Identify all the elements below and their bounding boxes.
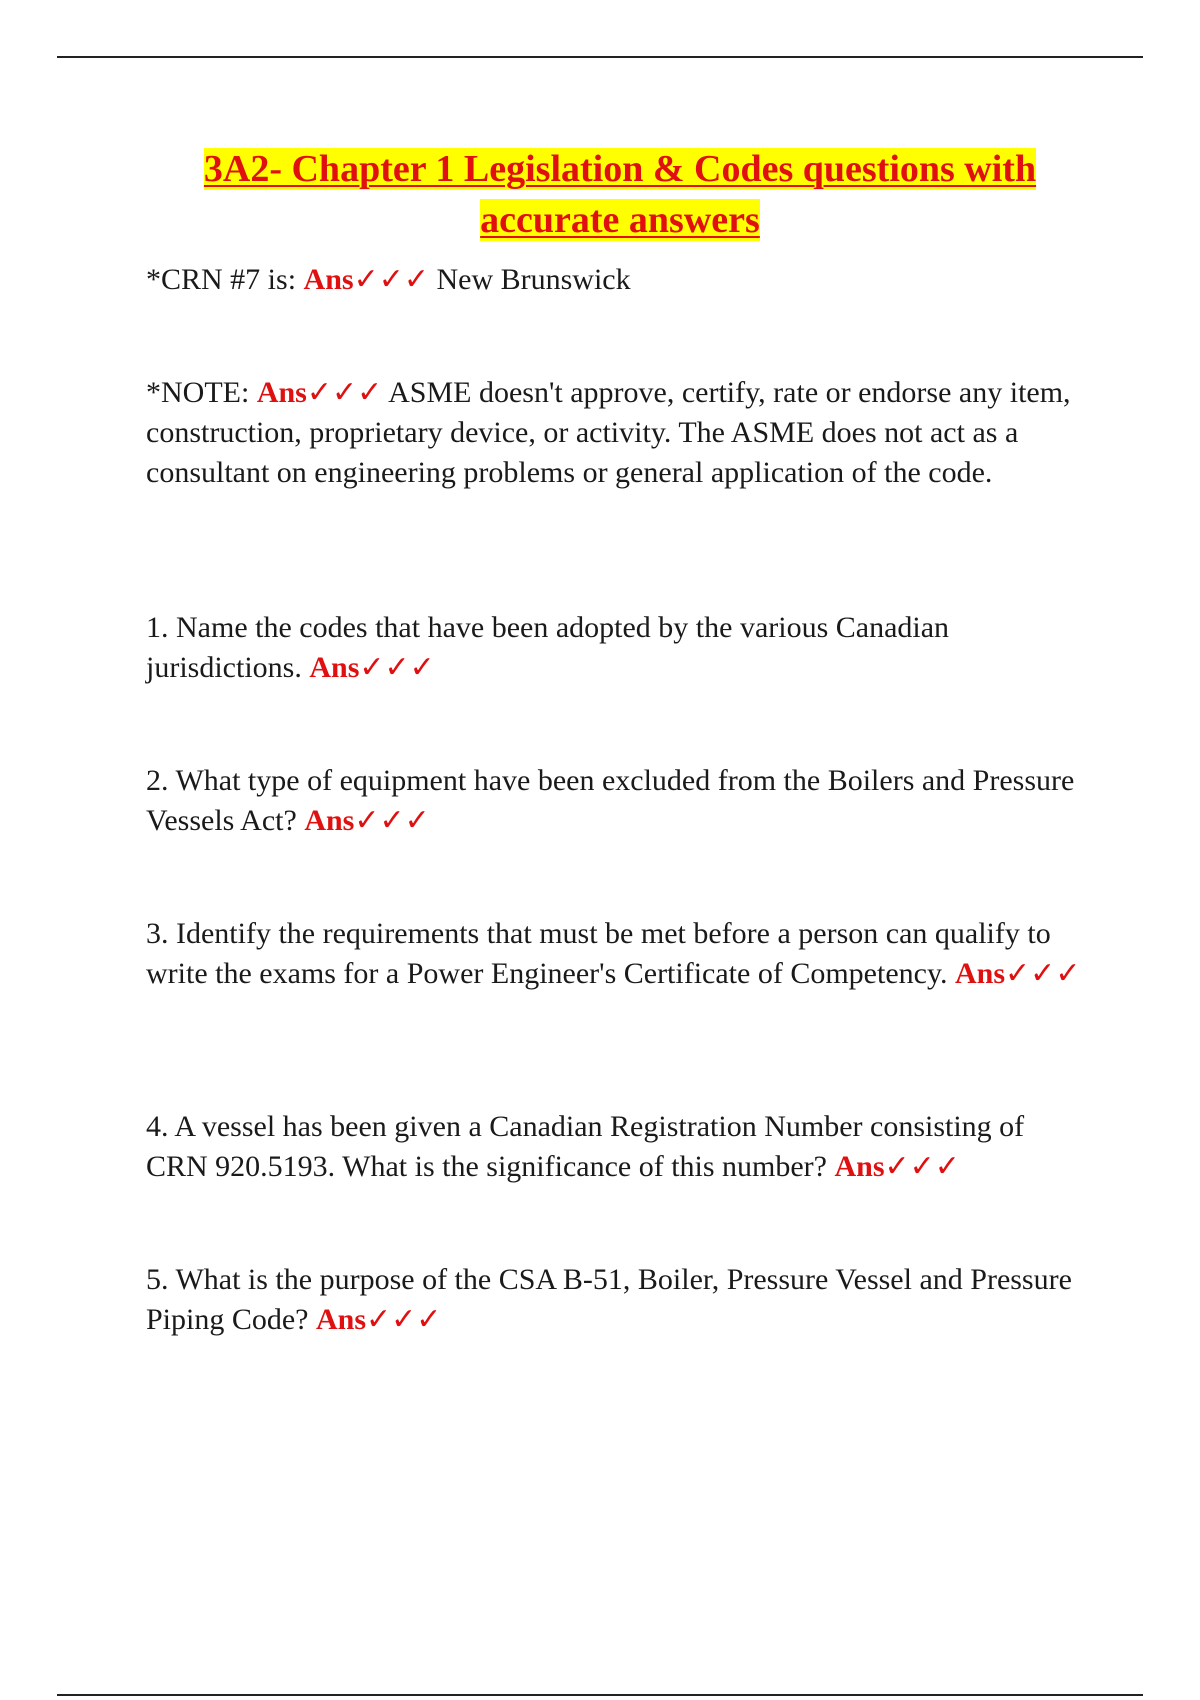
check-marks-icon: ✓✓✓ [359,651,435,684]
qa-item-3 [146,914,1086,994]
qa-item-2 [146,761,1086,841]
title-line-1: 3A2- Chapter 1 Legislation & Codes questions with [203,148,1037,190]
title-line-2: accurate answers [480,199,760,241]
check-marks-icon: ✓✓✓ [1005,957,1081,990]
check-marks-icon: ✓✓✓ [306,376,383,409]
question-text: *CRN #7 is: [146,263,297,296]
question-text: 3. Identify the requirements that must be met before a person can qualify to write the exams for a Power Engineer's Certificate of Competency. [146,917,1051,990]
answer-text: New Brunswick [436,263,631,296]
qa-item-4 [146,1107,1086,1187]
bottom-rule [57,1694,1143,1696]
answer-label: Ans [309,651,360,684]
question-text: 2. What type of equipment have been excluded from the Boilers and Pressure Vessels Act? [146,764,1075,837]
qa-item-1 [146,608,1086,688]
question-text: 1. Name the codes that have been adopted by the various Canadian jurisdictions. [146,611,950,684]
qa-item-crn [146,260,1086,300]
check-marks-icon: ✓✓✓ [354,804,430,837]
top-rule [57,56,1143,58]
answer-label: Ans [834,1150,885,1183]
answer-label: Ans [304,804,355,837]
answer-label: Ans [303,263,354,296]
check-marks-icon: ✓✓✓ [884,1150,960,1183]
qa-item-5 [146,1260,1086,1340]
question-text: *NOTE: [146,376,250,409]
answer-label: Ans [316,1303,367,1336]
question-text: 4. A vessel has been given a Canadian Registration Number consisting of CRN 920.5193. What is the significance of this number? [146,1110,1025,1183]
question-text: 5. What is the purpose of the CSA B-51, Boiler, Pressure Vessel and Pressure Piping Code? [146,1263,1072,1336]
answer-label: Ans [256,376,307,409]
check-marks-icon: ✓✓✓ [353,263,429,296]
document-title [140,144,1100,246]
answer-label: Ans [955,957,1006,990]
check-marks-icon: ✓✓✓ [366,1303,442,1336]
answer-text: ASME doesn't approve, certify, rate or endorse any item, construction, proprietary device, or activity. The ASME does not act as a consultant on engineering problems or general application of the code. [146,376,1071,489]
qa-item-note [146,373,1086,493]
